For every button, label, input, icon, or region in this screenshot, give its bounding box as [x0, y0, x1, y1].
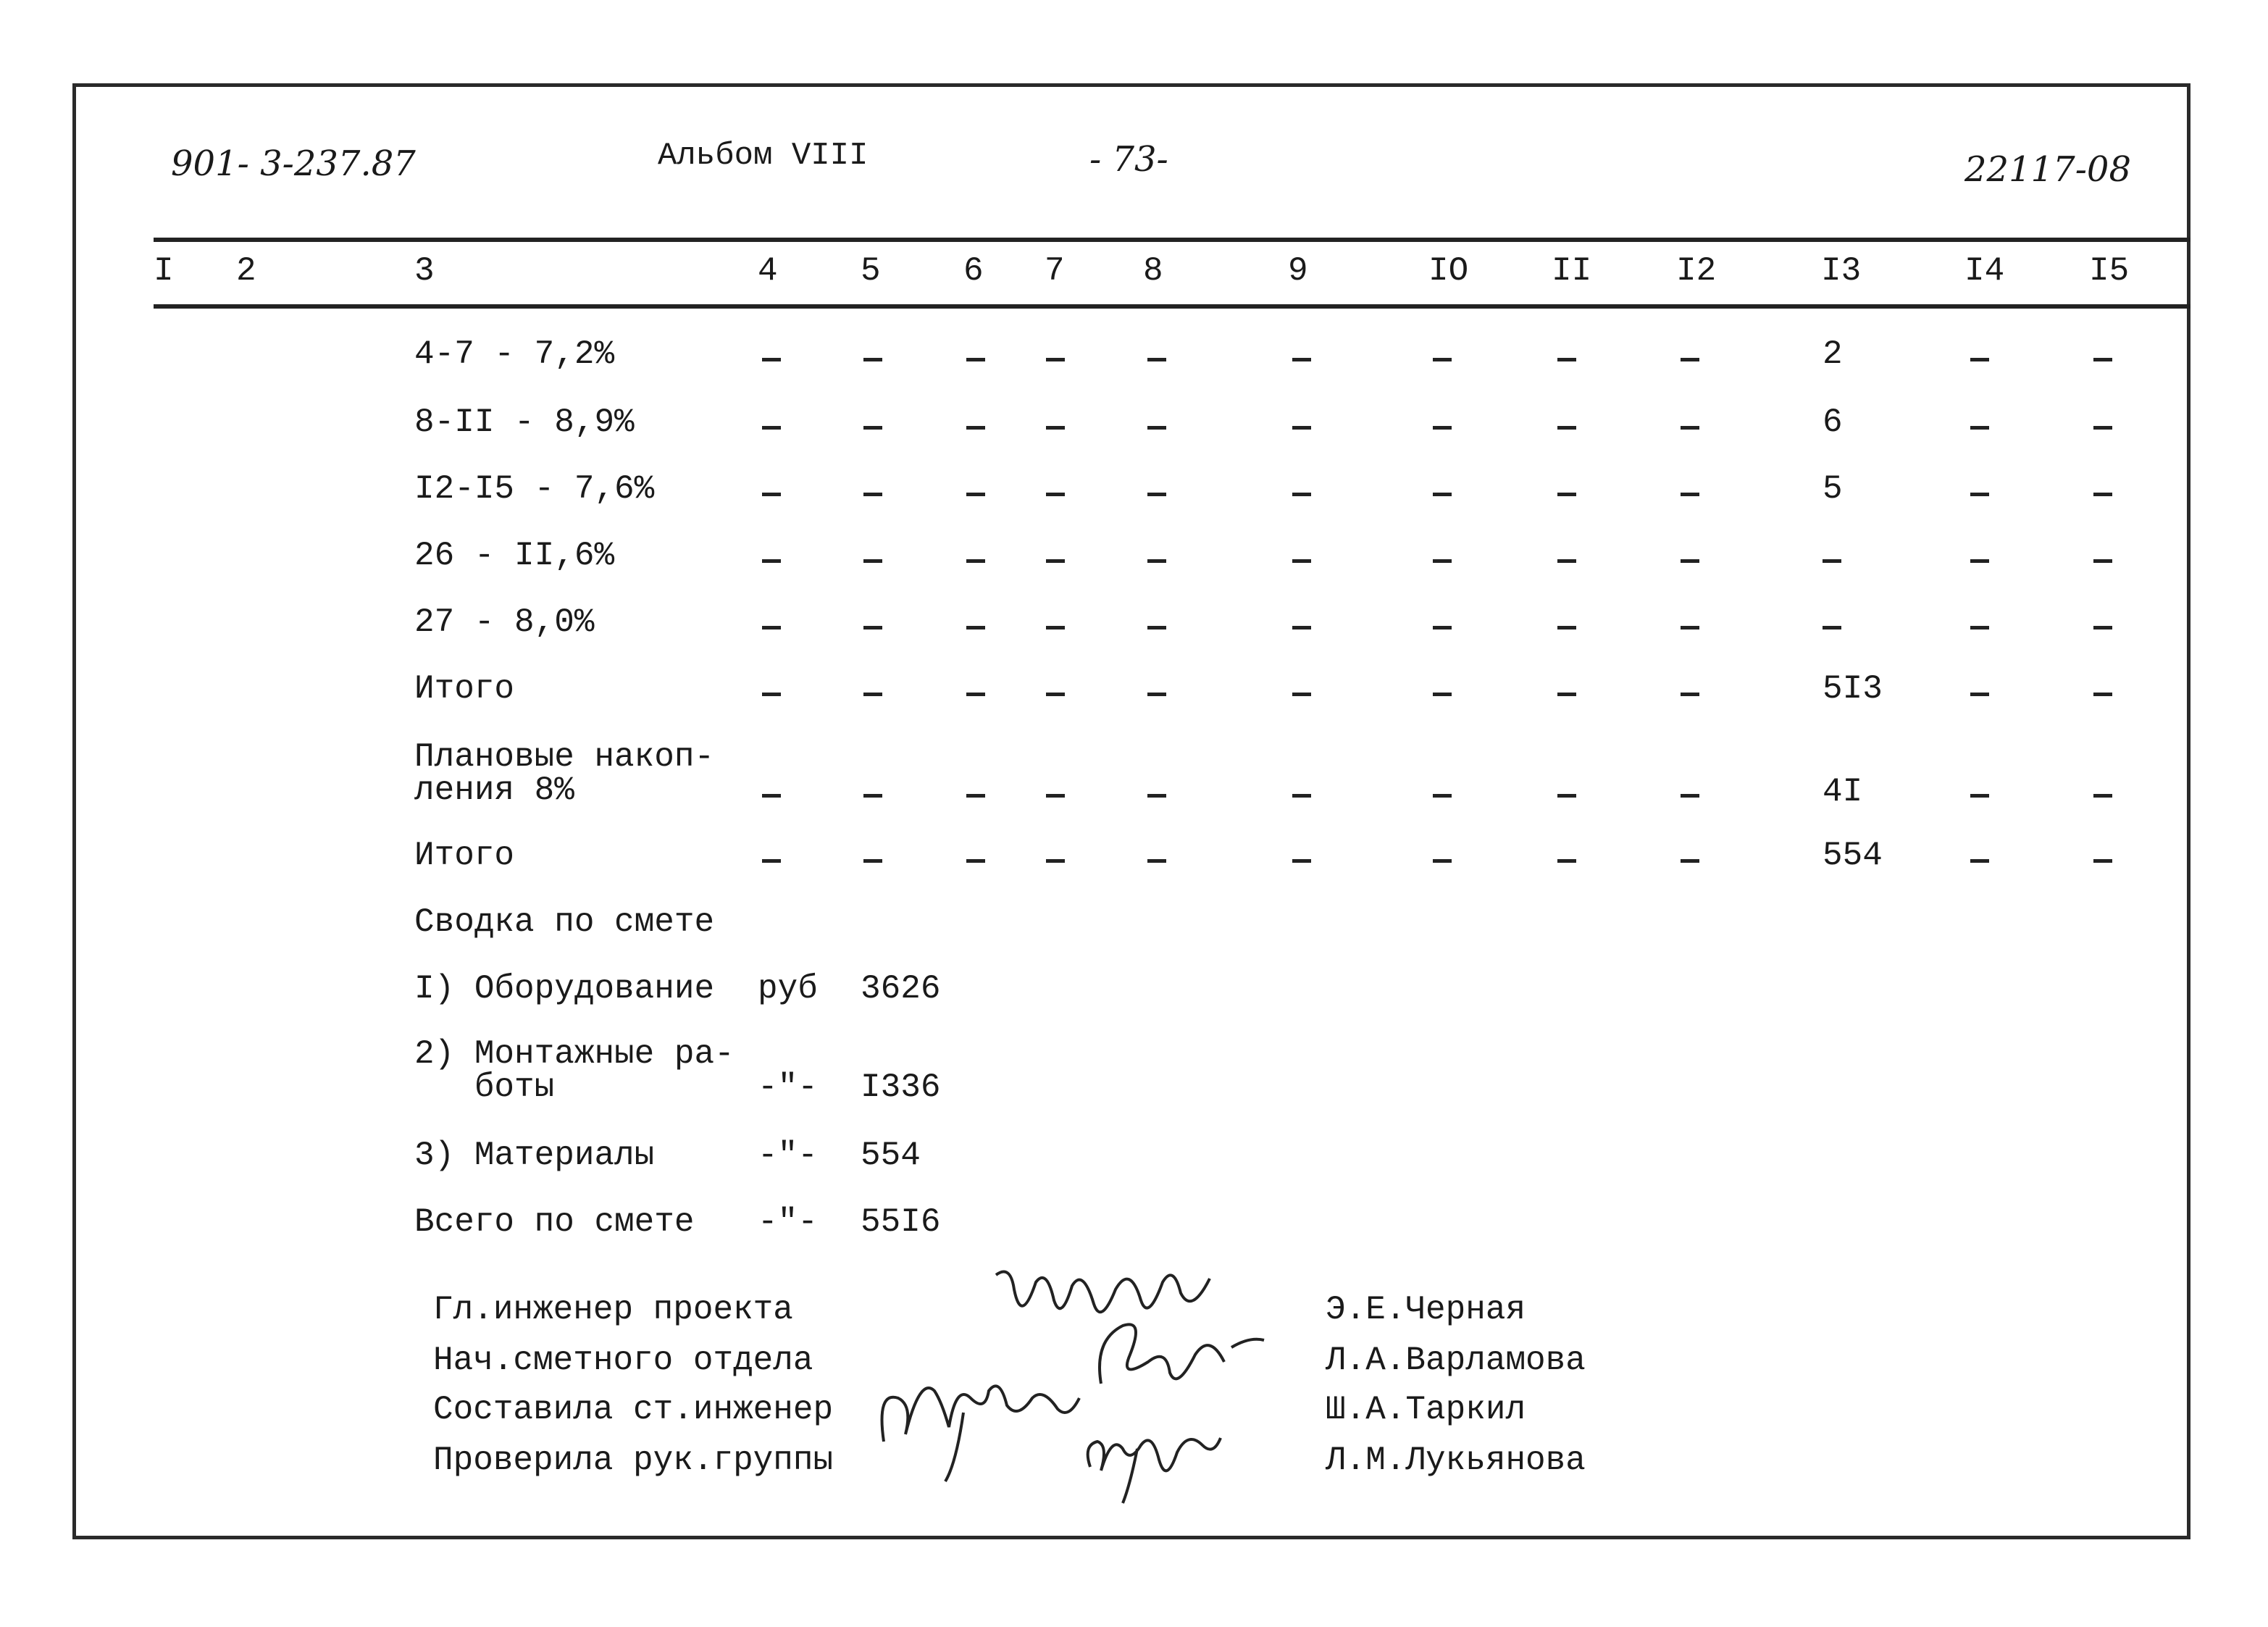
empty-cell-dash — [863, 426, 882, 430]
empty-cell-dash — [1433, 493, 1452, 496]
empty-cell-dash — [1147, 559, 1166, 563]
empty-cell-dash — [1970, 493, 1989, 496]
row-value-col13: 6 — [1823, 403, 1843, 441]
empty-cell-dash — [2093, 626, 2112, 630]
summary-item-value: 55I6 — [861, 1203, 941, 1241]
empty-cell-dash — [863, 859, 882, 863]
handwritten-signature-3 — [869, 1347, 1087, 1485]
col-header-4: 4 — [758, 252, 778, 290]
empty-cell-dash — [1292, 358, 1311, 361]
empty-cell-dash — [1681, 559, 1699, 563]
empty-cell-dash — [1147, 794, 1166, 798]
empty-cell-dash — [762, 559, 781, 563]
empty-cell-dash — [1681, 358, 1699, 361]
empty-cell-dash — [1147, 626, 1166, 630]
empty-cell-dash — [1970, 426, 1989, 430]
empty-cell-dash — [762, 358, 781, 361]
row-label: Итого — [414, 837, 515, 874]
summary-item-value: I336 — [861, 1068, 941, 1106]
empty-cell-dash — [2093, 493, 2112, 496]
empty-cell-dash — [1970, 559, 1989, 563]
col-header-6: 6 — [963, 252, 984, 290]
page-number: - 73- — [1089, 139, 1168, 180]
empty-cell-dash — [1557, 794, 1576, 798]
row-value-col13: 5 — [1823, 470, 1843, 508]
empty-cell-dash — [1681, 859, 1699, 863]
row-value-col13: 4I — [1823, 773, 1863, 811]
empty-cell-dash — [1046, 693, 1065, 696]
col-header-8: 8 — [1143, 252, 1163, 290]
empty-cell-dash — [1557, 559, 1576, 563]
empty-cell-dash — [966, 859, 985, 863]
empty-cell-dash — [1147, 358, 1166, 361]
empty-cell-dash — [1292, 859, 1311, 863]
empty-cell-dash — [762, 426, 781, 430]
summary-item-label: Всего по смете — [414, 1203, 695, 1241]
empty-cell-dash — [1681, 693, 1699, 696]
empty-cell-dash — [1557, 859, 1576, 863]
empty-cell-dash — [1681, 426, 1699, 430]
empty-cell-dash — [966, 493, 985, 496]
header-bottom-rule — [154, 304, 2190, 309]
col-header-12: I2 — [1676, 252, 1717, 290]
empty-cell-dash — [1823, 559, 1841, 563]
col-header-10: IO — [1428, 252, 1469, 290]
empty-cell-dash — [966, 626, 985, 630]
sheet-code: 22117-08 — [1964, 149, 2131, 190]
row-label: 27 - 8,0% — [414, 603, 595, 641]
empty-cell-dash — [1292, 559, 1311, 563]
col-header-2: 2 — [236, 252, 256, 290]
doc-code: 901- 3-237.87 — [171, 143, 416, 184]
col-header-9: 9 — [1288, 252, 1308, 290]
summary-item-unit: -"- — [758, 1068, 818, 1106]
signature-name: Э.Е.Черная — [1326, 1291, 1526, 1329]
row-label: 26 - II,6% — [414, 537, 615, 574]
summary-item-unit: руб — [758, 970, 818, 1008]
summary-item-unit: -"- — [758, 1203, 818, 1241]
summary-item-label: I) Оборудование — [414, 970, 715, 1008]
empty-cell-dash — [863, 693, 882, 696]
empty-cell-dash — [1046, 794, 1065, 798]
handwritten-signature-4 — [1079, 1405, 1224, 1507]
signature-name: Л.М.Лукьянова — [1326, 1442, 1586, 1479]
empty-cell-dash — [1970, 358, 1989, 361]
empty-cell-dash — [1557, 493, 1576, 496]
empty-cell-dash — [2093, 859, 2112, 863]
signature-role: Составила ст.инженер — [433, 1391, 834, 1429]
empty-cell-dash — [966, 693, 985, 696]
summary-item-value: 554 — [861, 1137, 921, 1174]
empty-cell-dash — [1970, 626, 1989, 630]
summary-item-unit: -"- — [758, 1137, 818, 1174]
row-value-col13: 5I3 — [1823, 670, 1883, 708]
summary-title: Сводка по смете — [414, 903, 715, 941]
empty-cell-dash — [1046, 559, 1065, 563]
row-label: 4-7 - 7,2% — [414, 335, 615, 373]
empty-cell-dash — [1147, 426, 1166, 430]
col-header-13: I3 — [1821, 252, 1862, 290]
row-label: Плановые накоп- ления 8% — [414, 738, 715, 809]
empty-cell-dash — [1970, 794, 1989, 798]
signature-name: Л.А.Варламова — [1326, 1342, 1586, 1379]
empty-cell-dash — [1292, 426, 1311, 430]
empty-cell-dash — [966, 358, 985, 361]
empty-cell-dash — [762, 493, 781, 496]
empty-cell-dash — [1433, 626, 1452, 630]
empty-cell-dash — [1147, 859, 1166, 863]
empty-cell-dash — [1433, 426, 1452, 430]
empty-cell-dash — [966, 559, 985, 563]
row-label: I2-I5 - 7,6% — [414, 470, 655, 508]
empty-cell-dash — [1292, 626, 1311, 630]
col-header-5: 5 — [861, 252, 881, 290]
empty-cell-dash — [863, 626, 882, 630]
col-header-15: I5 — [2089, 252, 2130, 290]
empty-cell-dash — [1433, 794, 1452, 798]
empty-cell-dash — [1433, 859, 1452, 863]
empty-cell-dash — [1046, 859, 1065, 863]
empty-cell-dash — [863, 493, 882, 496]
empty-cell-dash — [1970, 693, 1989, 696]
signature-name: Ш.А.Таркил — [1326, 1391, 1526, 1429]
col-header-1: I — [154, 252, 174, 290]
row-label: 8-II - 8,9% — [414, 403, 635, 441]
header-top-rule — [154, 238, 2190, 242]
row-value-col13: 2 — [1823, 335, 1843, 373]
empty-cell-dash — [1433, 693, 1452, 696]
col-header-14: I4 — [1964, 252, 2005, 290]
empty-cell-dash — [1046, 626, 1065, 630]
col-header-3: 3 — [414, 252, 435, 290]
empty-cell-dash — [2093, 693, 2112, 696]
empty-cell-dash — [1147, 693, 1166, 696]
empty-cell-dash — [863, 358, 882, 361]
empty-cell-dash — [863, 794, 882, 798]
empty-cell-dash — [2093, 426, 2112, 430]
empty-cell-dash — [1557, 626, 1576, 630]
empty-cell-dash — [1681, 493, 1699, 496]
summary-item-label: 3) Материалы — [414, 1137, 655, 1174]
empty-cell-dash — [966, 794, 985, 798]
empty-cell-dash — [1433, 358, 1452, 361]
empty-cell-dash — [1046, 358, 1065, 361]
empty-cell-dash — [1433, 559, 1452, 563]
summary-item-value: 3626 — [861, 970, 941, 1008]
empty-cell-dash — [762, 626, 781, 630]
empty-cell-dash — [1292, 493, 1311, 496]
col-header-7: 7 — [1045, 252, 1065, 290]
empty-cell-dash — [1046, 426, 1065, 430]
empty-cell-dash — [2093, 794, 2112, 798]
empty-cell-dash — [1681, 794, 1699, 798]
signature-role: Гл.инженер проекта — [433, 1291, 793, 1329]
empty-cell-dash — [762, 794, 781, 798]
empty-cell-dash — [1147, 493, 1166, 496]
row-label: Итого — [414, 670, 515, 708]
empty-cell-dash — [762, 859, 781, 863]
empty-cell-dash — [762, 693, 781, 696]
empty-cell-dash — [1557, 358, 1576, 361]
empty-cell-dash — [2093, 559, 2112, 563]
empty-cell-dash — [1681, 626, 1699, 630]
signature-role: Нач.сметного отдела — [433, 1342, 813, 1379]
handwritten-signature-2 — [1079, 1311, 1268, 1405]
empty-cell-dash — [1970, 859, 1989, 863]
empty-cell-dash — [1557, 693, 1576, 696]
album-title: Альбом VIII — [658, 138, 869, 174]
signature-role: Проверила рук.группы — [433, 1442, 834, 1479]
empty-cell-dash — [1823, 626, 1841, 630]
row-value-col13: 554 — [1823, 837, 1883, 874]
empty-cell-dash — [1046, 493, 1065, 496]
empty-cell-dash — [2093, 358, 2112, 361]
summary-item-label: 2) Монтажные ра- боты — [414, 1035, 735, 1106]
empty-cell-dash — [1292, 794, 1311, 798]
empty-cell-dash — [966, 426, 985, 430]
col-header-11: II — [1552, 252, 1592, 290]
empty-cell-dash — [863, 559, 882, 563]
empty-cell-dash — [1557, 426, 1576, 430]
empty-cell-dash — [1292, 693, 1311, 696]
